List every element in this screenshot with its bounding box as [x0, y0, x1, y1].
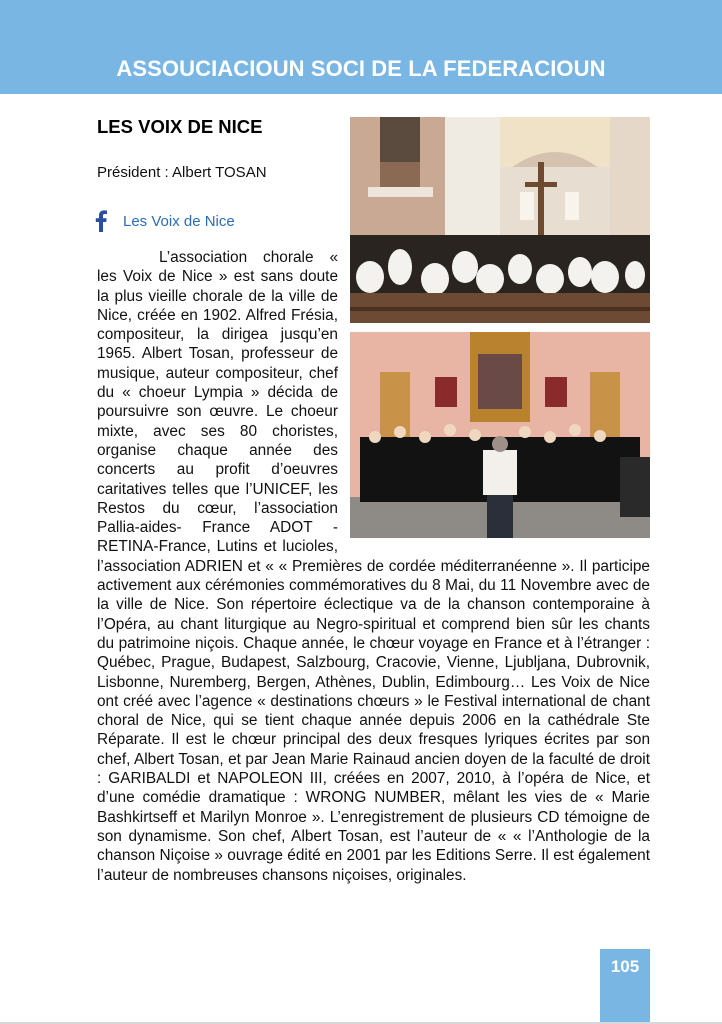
description-text: L’association chorale « les Voix de Nice » est sans doute la plus vieille chorale de la ville de Nice, créée en 1902. Alfred Frésia, compositeur, la dirigea jusqu’en 1965. Albert Tosan, professeur de musique, auteur compositeur, chef du « choeur Lympia » décida de poursuivre son œuvre. Le choeur mixte, avec ses 80 choristes, organise chaque année des concerts au profit d’oeuvres caritatives telles que l’UNICEF, les Restos du cœur, l’association Pallia-aides- France ADOT - RETINA-France, Lutins et lucioles, l’association ADRIEN et « « Premières de cordée méditerranéenne ». Il participe activement aux cérémonies commémoratives du 8 Mai, du 11 Novembre avec de la ville de Nice. Son répertoire éclectique va de la chanson contemporaine à l’Opéra, au chant liturgique au Negro-spiritual et comprend bien sûr les chants du patrimoine niçois. Chaque année, le chœur voyage en France et à l’étranger : Québec, Prague, Budapest, Salzbourg, Cracovie, Vienne, Ljubljana, Dubrovnik, Lisbonne, Nuremberg, Bergen, Athènes, Dublin, Edimbourg… Les Voix de Nice ont créé avec l’agence « destinations chœurs » le Festival international de chant choral de Nice, qui se tient chaque année depuis 2006 en la cathédrale Ste Réparate. Il est le chœur principal des deux fresques lyriques écrites par son chef, Albert Tosan, et par Jean Marie Rainaud ancien doyen de la faculté de droit : GARIBALDI et NAPOLEON III, créées en 2007, 2010, à l’opéra de Nice, et d’une comédie dramatique : WRONG NUMBER, mêlant les vies de « Marie Bashkirtseff et Marilyn Monroe ». L’enregistrement de plusieurs CD témoigne de son dynamisme. Son chef, Albert Tosan, est l’auteur de « « l’Anthologie de la chanson Niçoise » ouvrage édité en 2001 par les Editions Serre. Il est également l’auteur de nombreuses chansons niçoises, originales. [97, 249, 650, 884]
association-description [97, 248, 650, 885]
president-line: Président : Albert TOSAN [97, 164, 267, 181]
header-title: ASSOUCIACIOUN SOCI DE LA FEDERACIOUN [116, 56, 606, 81]
page-number: 105 [610, 957, 640, 976]
facebook-link[interactable]: Les Voix de Nice [123, 212, 235, 230]
photo-float-spacer [338, 248, 650, 544]
page-header [0, 0, 722, 94]
facebook-icon [95, 210, 107, 232]
association-name: LES VOIX DE NICE [97, 116, 263, 137]
facebook-link-row[interactable] [95, 210, 235, 232]
page-number-tab [600, 949, 650, 1024]
